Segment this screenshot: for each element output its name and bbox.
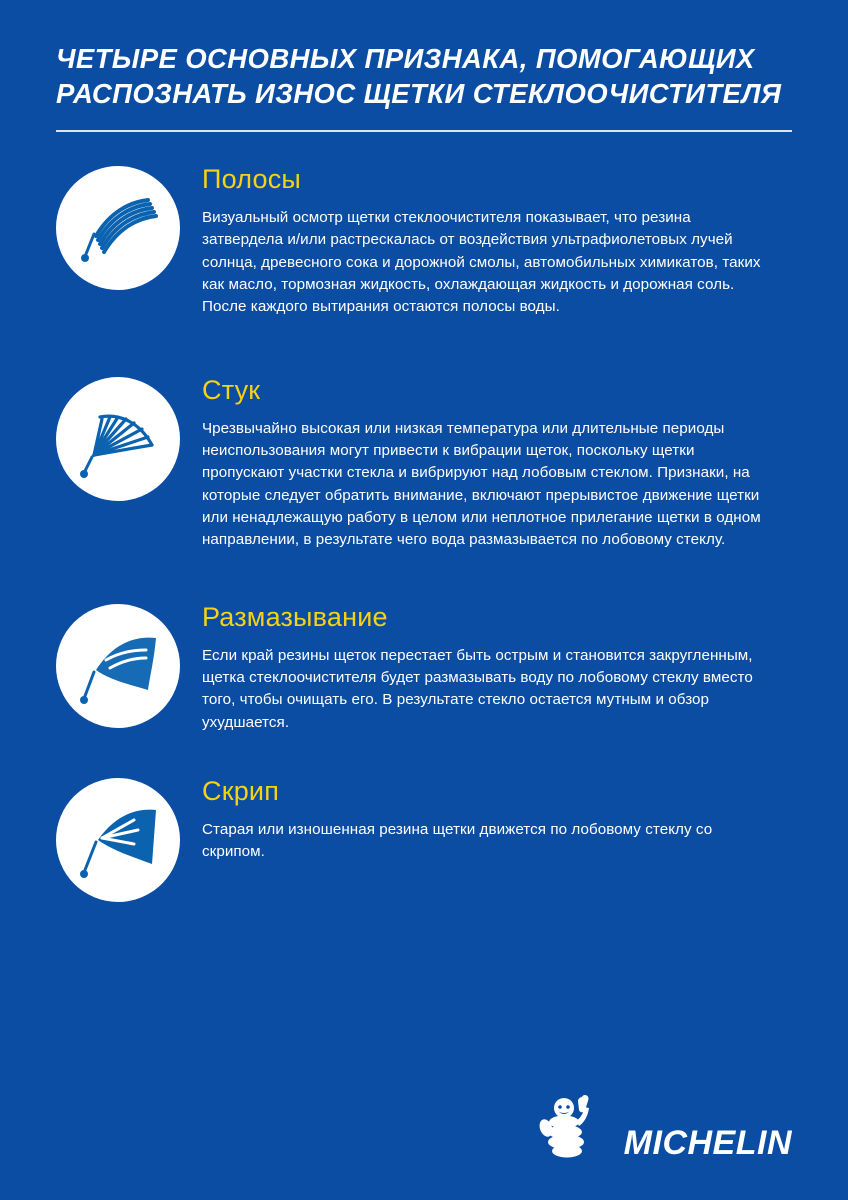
item-text: Визуальный осмотр щетки стеклоочистителя показывает, что резина затвердела и/или растрескалась от воздействия ультрафиолетовых лучей солнца, древесного сока и дорожной смолы, автомобильных химикатов, таких как масло, тормозная жидкость, охлаждающая жидкость и дорожная соль. После каждого вытирания остаются полосы воды. xyxy=(202,208,761,316)
list-item xyxy=(56,772,792,902)
icon-badge xyxy=(56,166,180,290)
item-body xyxy=(202,160,772,319)
signs-list xyxy=(0,160,848,902)
item-title: Полосы xyxy=(202,163,302,194)
item-body xyxy=(202,371,772,552)
wiper-chatter-icon xyxy=(72,393,164,485)
list-item xyxy=(56,598,792,734)
spacer xyxy=(56,319,792,371)
title-divider xyxy=(56,130,792,132)
icon-badge xyxy=(56,377,180,501)
item-title: Стук xyxy=(202,374,261,405)
list-item xyxy=(56,371,792,552)
icon-badge xyxy=(56,604,180,728)
brand-wordmark: MICHELIN xyxy=(623,1124,792,1162)
footer xyxy=(0,1095,848,1166)
item-text: Чрезвычайно высокая или низкая температура или длительные периоды неиспользования могут привести к вибрации щеток, поскольку щетки пропускают участки стекла и вибрируют над лобовым стеклом. Признаки, на которые следует обратить внимание, включают прерывистое движение щетки или ненадлежащую работу в целом или неплотное прилегание щетки в одном направлении, в результате чего вода размазывается по лобовому стеклу. xyxy=(202,419,761,549)
spacer xyxy=(56,734,792,772)
icon-badge xyxy=(56,778,180,902)
item-title: Размазывание xyxy=(202,601,388,632)
michelin-man-icon xyxy=(538,1095,614,1166)
spacer xyxy=(56,552,792,598)
item-title: Скрип xyxy=(202,776,280,806)
item-text: Если край резины щеток перестает быть острым и становится закругленным, щетка стеклоочистителя будет размазывать воду по лобовому стеклу вместо того, чтобы очищать его. В результате стекло остается мутным и обзор ухудшается. xyxy=(202,646,753,731)
page-title: ЧЕТЫРЕ ОСНОВНЫХ ПРИЗНАКА, ПОМОГАЮЩИХ РАСПОЗНАТЬ ИЗНОС ЩЕТКИ СТЕКЛООЧИСТИТЕЛЯ xyxy=(56,43,782,109)
item-text: Старая или изношенная резина щетки движется по лобовому стеклу со скрипом. xyxy=(202,821,713,861)
item-body xyxy=(202,598,772,734)
header xyxy=(0,0,848,132)
list-item xyxy=(56,160,792,319)
michelin-logo xyxy=(538,1095,792,1166)
item-body xyxy=(202,772,772,864)
wiper-squeak-icon xyxy=(72,794,164,886)
wiper-smearing-icon xyxy=(72,620,164,712)
wiper-streaks-icon xyxy=(72,182,164,274)
